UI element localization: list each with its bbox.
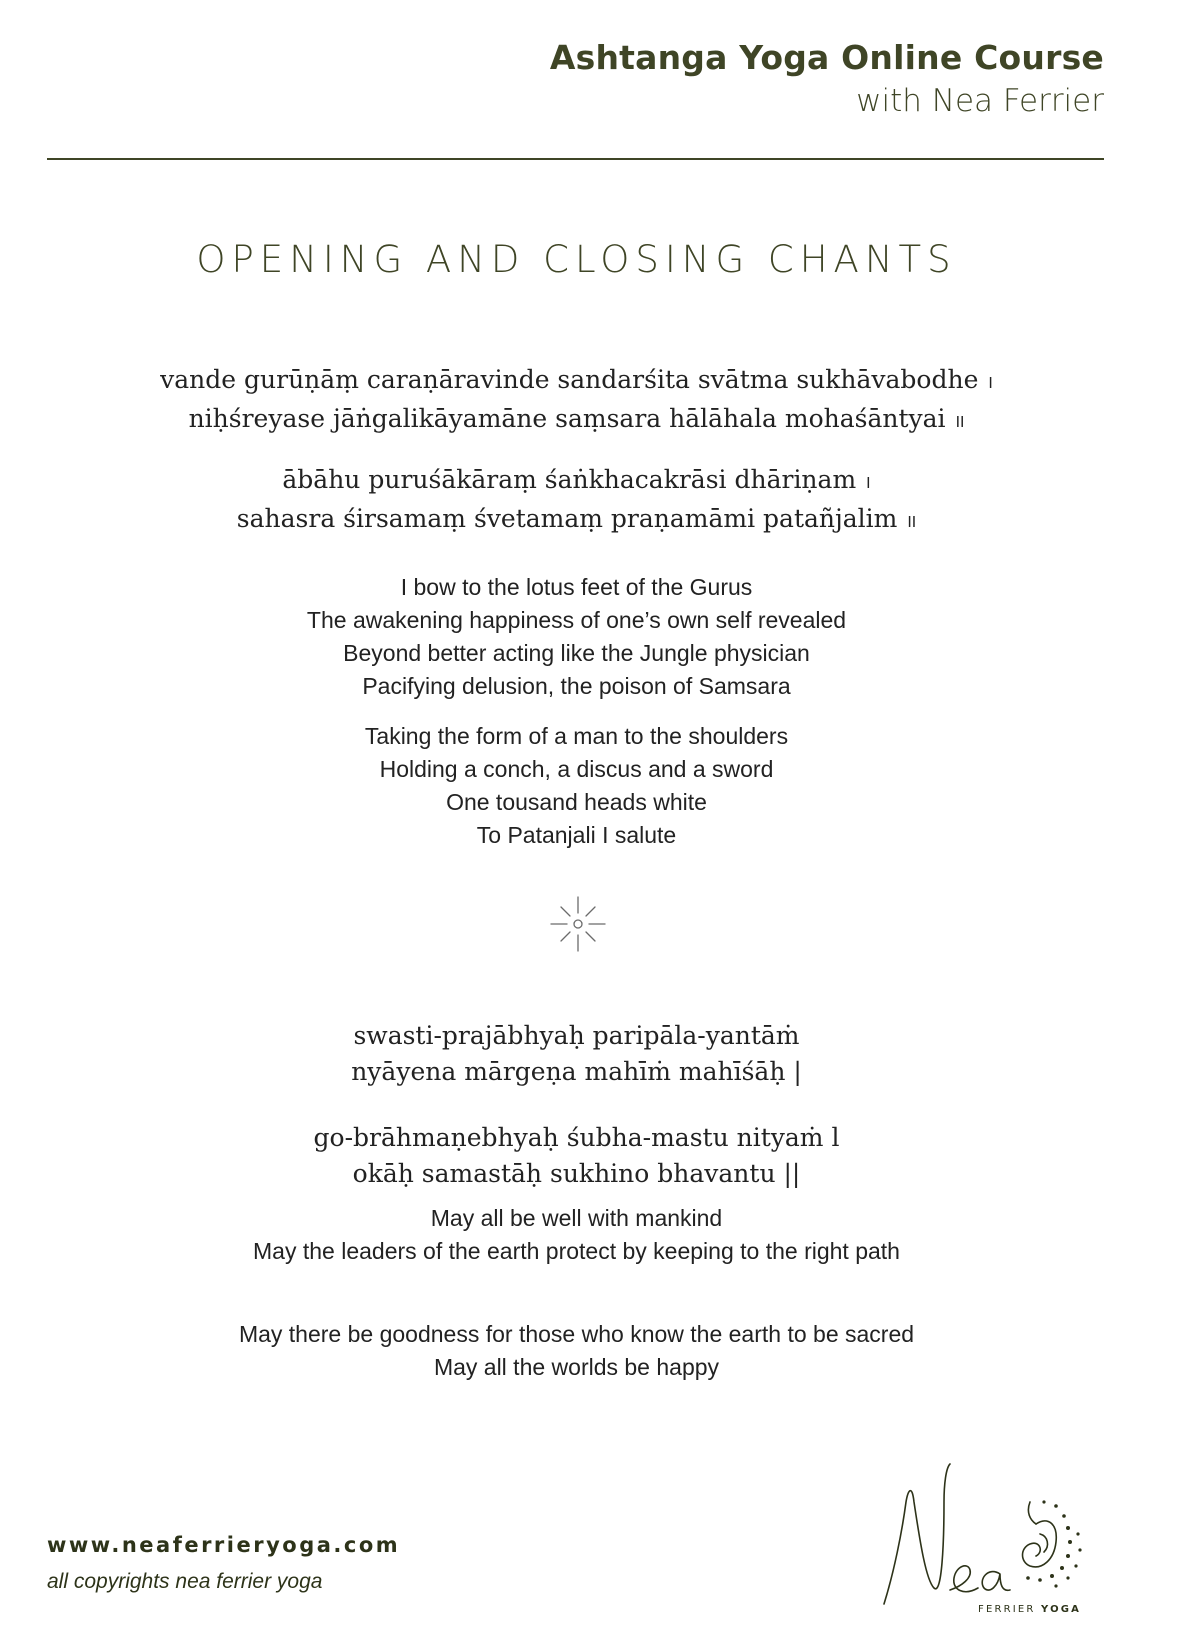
closing-translation-2 (0, 1318, 1153, 1384)
translation-line: Holding a conch, a discus and a sword (379, 756, 774, 782)
sanskrit-line: ābāhu puruśākāraṃ śaṅkhacakrāsi dhāriṇam I (282, 465, 871, 494)
logo-word-yoga: YOGA (1040, 1604, 1082, 1615)
opening-translation-2 (0, 720, 1153, 852)
website-link[interactable]: www.neaferrieryoga.com (47, 1533, 401, 1557)
opening-translation-1 (0, 571, 1153, 703)
translation-line: May all the worlds be happy (433, 1354, 720, 1380)
course-subtitle: with Nea Ferrier (856, 83, 1104, 119)
translation-line: The awakening happiness of one’s own self revealed (306, 607, 847, 633)
sanskrit-line: swasti-prajābhyaḥ paripāla-yantāṁ (353, 1021, 800, 1050)
sanskrit-line: niḥśreyase jāṅgalikāyamāne saṃsara hālāhala mohaśāntyai II (188, 404, 965, 433)
logo-wordmark (978, 1604, 1081, 1615)
nea-ferrier-logo-icon (880, 1462, 1100, 1617)
translation-line: Pacifying delusion, the poison of Samsara (362, 673, 791, 699)
closing-sanskrit-verse-2 (0, 1120, 1153, 1192)
course-title: Ashtanga Yoga Online Course (549, 38, 1104, 77)
translation-line: May there be goodness for those who know the earth to be sacred (238, 1321, 915, 1347)
sun-divider-icon (547, 893, 609, 955)
header-divider (47, 158, 1104, 160)
header (550, 36, 1104, 122)
translation-line: One tousand heads white (446, 789, 707, 815)
copyright-notice: all copyrights nea ferrier yoga (47, 1570, 323, 1593)
sanskrit-line: nyāyena mārgeṇa mahīṁ mahīśāḥ | (351, 1057, 802, 1086)
opening-sanskrit-verse-2 (0, 462, 1153, 540)
sanskrit-line: okāḥ samastāḥ sukhino bhavantu || (352, 1159, 801, 1188)
translation-line: I bow to the lotus feet of the Gurus (400, 574, 753, 600)
sanskrit-line: sahasra śirsamaṃ śvetamaṃ praṇamāmi patañjalim II (236, 504, 917, 533)
closing-sanskrit-verse-1 (0, 1018, 1153, 1090)
translation-line: Taking the form of a man to the shoulders (364, 723, 789, 749)
page-title: OPENING AND CLOSING CHANTS (196, 238, 957, 281)
sanskrit-line: vande gurūṇāṃ caraṇāravinde sandarśita svātma sukhāvabodhe I (160, 365, 993, 394)
translation-line: Beyond better acting like the Jungle physician (343, 640, 810, 666)
translation-line: May the leaders of the earth protect by keeping to the right path (253, 1238, 900, 1264)
translation-line: To Patanjali I salute (476, 822, 677, 848)
translation-line: May all be well with mankind (430, 1205, 723, 1231)
logo-word-ferrier: FERRIER (978, 1604, 1036, 1615)
opening-sanskrit-verse-1 (0, 362, 1153, 440)
sanskrit-line: go-brāhmaṇebhyaḥ śubha-mastu nityaṁ l (313, 1123, 840, 1152)
closing-translation-1 (0, 1202, 1153, 1268)
